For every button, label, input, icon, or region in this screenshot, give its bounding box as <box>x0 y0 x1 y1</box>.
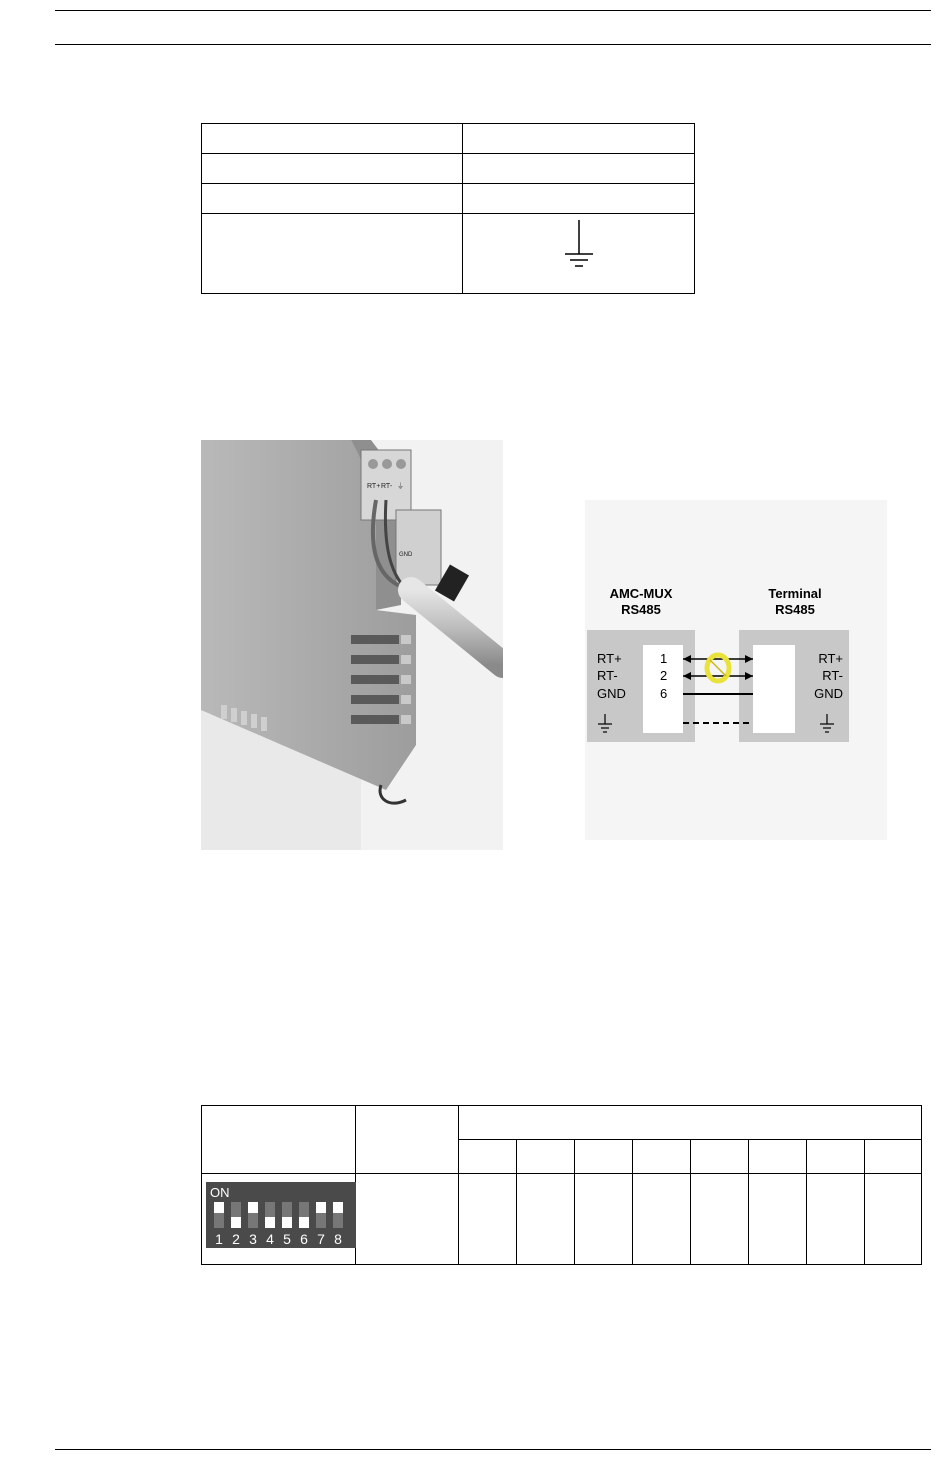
table-row <box>202 214 695 294</box>
table-cell <box>459 1106 922 1140</box>
pin-6: 6 <box>660 686 668 701</box>
table-cell <box>463 124 695 154</box>
table-cell <box>202 1174 356 1265</box>
table-cell <box>749 1174 807 1265</box>
dip-switch-image <box>206 1182 356 1248</box>
right-signal-gnd: GND <box>814 686 843 701</box>
left-title-line1: AMC-MUX <box>609 586 673 601</box>
pin-table <box>201 123 695 294</box>
table-cell <box>202 1106 356 1174</box>
table-cell <box>202 184 463 214</box>
table-cell <box>202 124 463 154</box>
header-rule-top <box>55 10 931 11</box>
table-cell <box>459 1174 517 1265</box>
right-title-line2: RS485 <box>775 602 815 617</box>
table-cell <box>575 1174 633 1265</box>
left-signal-rtplus: RT+ <box>597 651 622 666</box>
device-photo <box>201 440 503 850</box>
wiring-diagram <box>585 500 887 840</box>
table-cell <box>356 1174 459 1265</box>
terminal-label-rtplus: RT+ <box>367 483 381 490</box>
terminal-label-ground: ⏚ <box>397 483 404 490</box>
dip-number-6: 6 <box>300 1231 308 1247</box>
table-row <box>202 1106 922 1140</box>
terminal-label-rtminus: RT- <box>381 483 393 490</box>
table-cell <box>463 154 695 184</box>
dip-number-2: 2 <box>232 1231 240 1247</box>
table-cell <box>807 1174 865 1265</box>
table-row <box>202 124 695 154</box>
dip-switch-table <box>201 1105 922 1265</box>
table-cell <box>463 214 695 294</box>
table-cell <box>691 1140 749 1174</box>
table-cell <box>633 1174 691 1265</box>
dip-number-3: 3 <box>249 1231 257 1247</box>
table-row <box>202 184 695 214</box>
table-cell <box>517 1174 575 1265</box>
ground-symbol-icon <box>563 220 595 272</box>
right-signal-rtminus: RT- <box>822 668 843 683</box>
dip-number-5: 5 <box>283 1231 291 1247</box>
dip-number-4: 4 <box>266 1231 274 1247</box>
dip-on-label: ON <box>210 1185 230 1200</box>
left-signal-gnd: GND <box>597 686 626 701</box>
table-cell <box>865 1140 922 1174</box>
right-title-line1: Terminal <box>768 586 822 601</box>
left-signal-rtminus: RT- <box>597 668 618 683</box>
table-cell <box>356 1106 459 1174</box>
table-cell <box>575 1140 633 1174</box>
header-rule-bottom <box>55 44 931 45</box>
footer-rule <box>55 1449 931 1450</box>
table-cell <box>865 1174 922 1265</box>
left-title-line2: RS485 <box>621 602 661 617</box>
table-row <box>202 1174 922 1265</box>
terminal-label-gnd: GND <box>399 552 413 558</box>
pin-1: 1 <box>660 651 668 666</box>
terminal-connector <box>753 645 795 733</box>
table-cell <box>691 1174 749 1265</box>
table-cell <box>459 1140 517 1174</box>
table-cell <box>517 1140 575 1174</box>
right-signal-rtplus: RT+ <box>818 651 843 666</box>
table-cell <box>807 1140 865 1174</box>
table-cell <box>749 1140 807 1174</box>
dip-number-7: 7 <box>317 1231 325 1247</box>
terminal-labels <box>367 482 404 490</box>
table-row <box>202 154 695 184</box>
dip-number-8: 8 <box>334 1231 342 1247</box>
table-cell <box>463 184 695 214</box>
table-cell <box>202 214 463 294</box>
pin-2: 2 <box>660 668 668 683</box>
dip-number-1: 1 <box>215 1231 223 1247</box>
table-cell <box>633 1140 691 1174</box>
table-cell <box>202 154 463 184</box>
